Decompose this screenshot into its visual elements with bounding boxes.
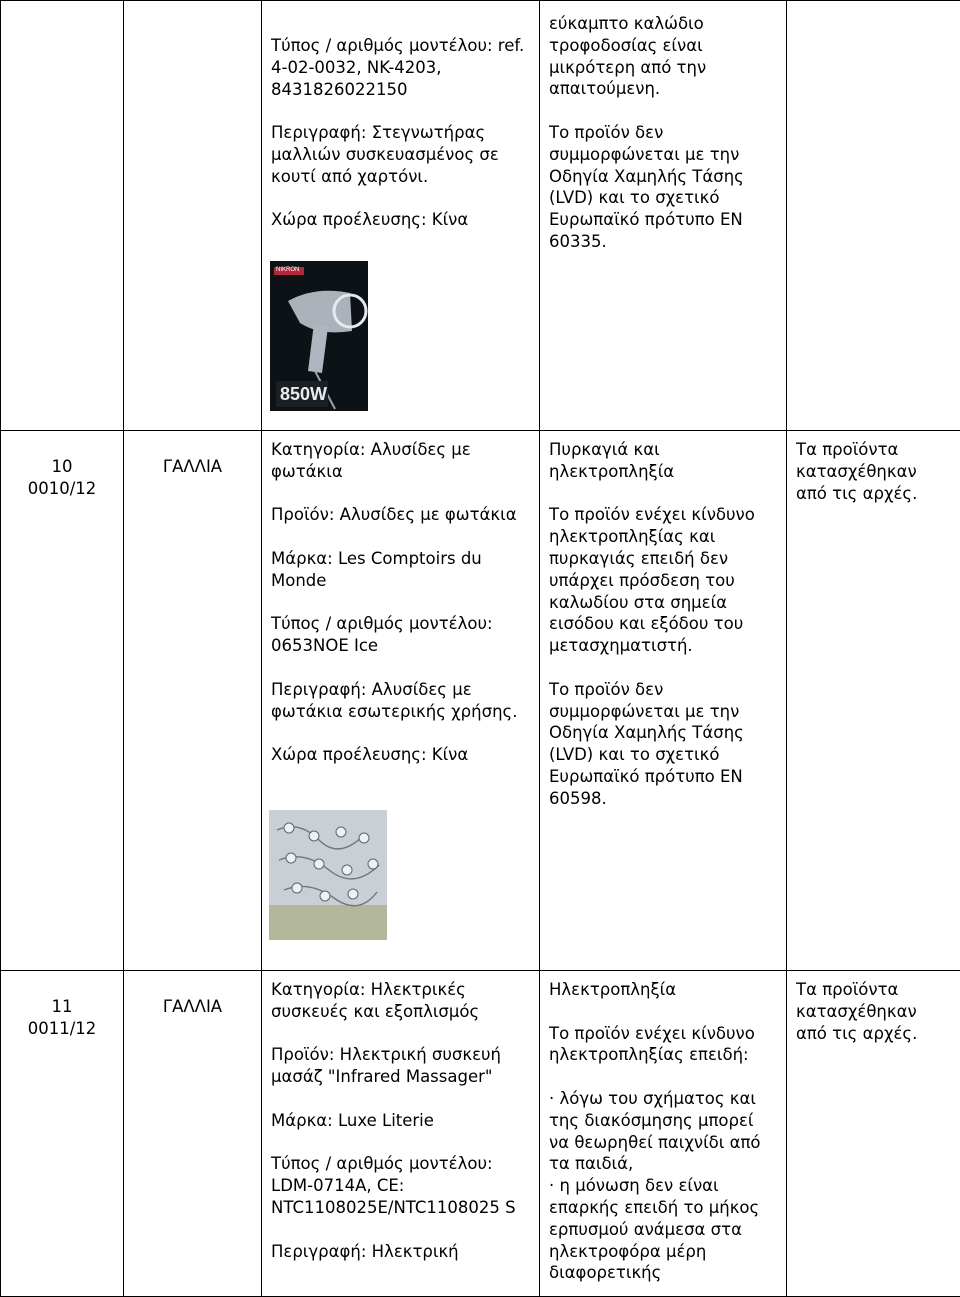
country-name: ΓΑΛΛΙΑ <box>124 431 261 478</box>
cell-number <box>1 431 124 971</box>
cell-country <box>124 431 262 971</box>
product-line: Περιγραφή: Ηλεκτρική <box>271 1241 529 1263</box>
product-line: Τύπος / αριθμός μοντέλου: 0653NOE Ice <box>271 613 529 657</box>
product-line: Τύπος / αριθμός μοντέλου: ref. 4-02-0032, NK-4203, 8431826022150 <box>271 35 529 100</box>
risk-line: Το προϊόν ενέχει κίνδυνο ηλεκτροπληξίας και πυρκαγιάς επειδή δεν υπάρχει πρόσδεση του καλωδίου στα σημεία εισόδου και εξόδου του μετασχηματιστή. <box>549 504 776 657</box>
cell-country <box>124 1 262 431</box>
risk-line: Το προϊόν δεν συμμορφώνεται με την Οδηγία Χαμηλής Τάσης (LVD) και το σχετικό Ευρωπαϊκό πρότυπο EN 60335. <box>549 122 776 253</box>
risk-line: Το προϊόν ενέχει κίνδυνο ηλεκτροπληξίας επειδή: <box>549 1023 776 1067</box>
product-line: Χώρα προέλευσης: Κίνα <box>271 744 529 766</box>
product-line: Μάρκα: Les Comptoirs du Monde <box>271 548 529 592</box>
product-line: Τύπος / αριθμός μοντέλου: LDM-0714A, CE: NTC1108025E/NTC1108025 S <box>271 1153 529 1218</box>
product-line: Κατηγορία: Ηλεκτρικές συσκευές και εξοπλισμός <box>271 979 529 1023</box>
table-row <box>1 431 960 971</box>
case-number: 0011/12 <box>1 1018 123 1040</box>
cell-product <box>262 971 540 1297</box>
photo-caption-label: 850W <box>280 384 327 405</box>
cell-risk <box>540 431 787 971</box>
table-row <box>1 1 960 431</box>
product-photo-light-chain <box>269 810 387 940</box>
case-number: 0010/12 <box>1 478 123 500</box>
product-photo-hair-dryer <box>270 261 368 411</box>
risk-bullet: · η μόνωση δεν είναι επαρκής επειδή το μήκος ερπυσμού ανάμεσα στα ηλεκτροφόρα μέρη διαφορετικής <box>549 1175 776 1284</box>
photo-brand-label: NIKRON <box>276 267 299 273</box>
product-line: Μάρκα: Luxe Literie <box>271 1110 529 1132</box>
product-line: Προϊόν: Ηλεκτρική συσκευή μασάζ "Infrared Massager" <box>271 1044 529 1088</box>
risk-line: Ηλεκτροπληξία <box>549 979 776 1001</box>
product-line: Κατηγορία: Αλυσίδες με φωτάκια <box>271 439 529 483</box>
cell-country <box>124 971 262 1297</box>
product-line: Προϊόν: Αλυσίδες με φωτάκια <box>271 504 529 526</box>
cell-number <box>1 1 124 431</box>
cell-measures <box>787 431 960 971</box>
measures-text: Τα προϊόντα κατασχέθηκαν από τις αρχές. <box>787 971 960 1044</box>
product-line: Χώρα προέλευσης: Κίνα <box>271 209 529 231</box>
product-line: Περιγραφή: Αλυσίδες με φωτάκια εσωτερικής χρήσης. <box>271 679 529 723</box>
risk-line: εύκαμπτο καλώδιο τροφοδοσίας είναι μικρότερη από την απαιτούμενη. <box>549 13 776 100</box>
risk-bullet: · λόγω του σχήματος και της διακόσμησης μπορεί να θεωρηθεί παιχνίδι από τα παιδιά, <box>549 1088 776 1175</box>
country-name: ΓΑΛΛΙΑ <box>124 971 261 1018</box>
table-row <box>1 971 960 1297</box>
measures-text: Τα προϊόντα κατασχέθηκαν από τις αρχές. <box>787 431 960 504</box>
cell-risk <box>540 971 787 1297</box>
cell-number <box>1 971 124 1297</box>
cell-measures <box>787 971 960 1297</box>
risk-bullet-list <box>549 1088 776 1284</box>
risk-line: Πυρκαγιά και ηλεκτροπληξία <box>549 439 776 483</box>
cell-product <box>262 1 540 431</box>
cell-measures <box>787 1 960 431</box>
cell-risk <box>540 1 787 431</box>
product-line: Περιγραφή: Στεγνωτήρας μαλλιών συσκευασμένος σε κουτί από χαρτόνι. <box>271 122 529 187</box>
risk-line: Το προϊόν δεν συμμορφώνεται με την Οδηγία Χαμηλής Τάσης (LVD) και το σχετικό Ευρωπαϊκό πρότυπο EN 60598. <box>549 679 776 810</box>
row-number: 10 <box>1 456 123 478</box>
row-number: 11 <box>1 996 123 1018</box>
cell-product <box>262 431 540 971</box>
light-chain-image <box>269 810 387 940</box>
